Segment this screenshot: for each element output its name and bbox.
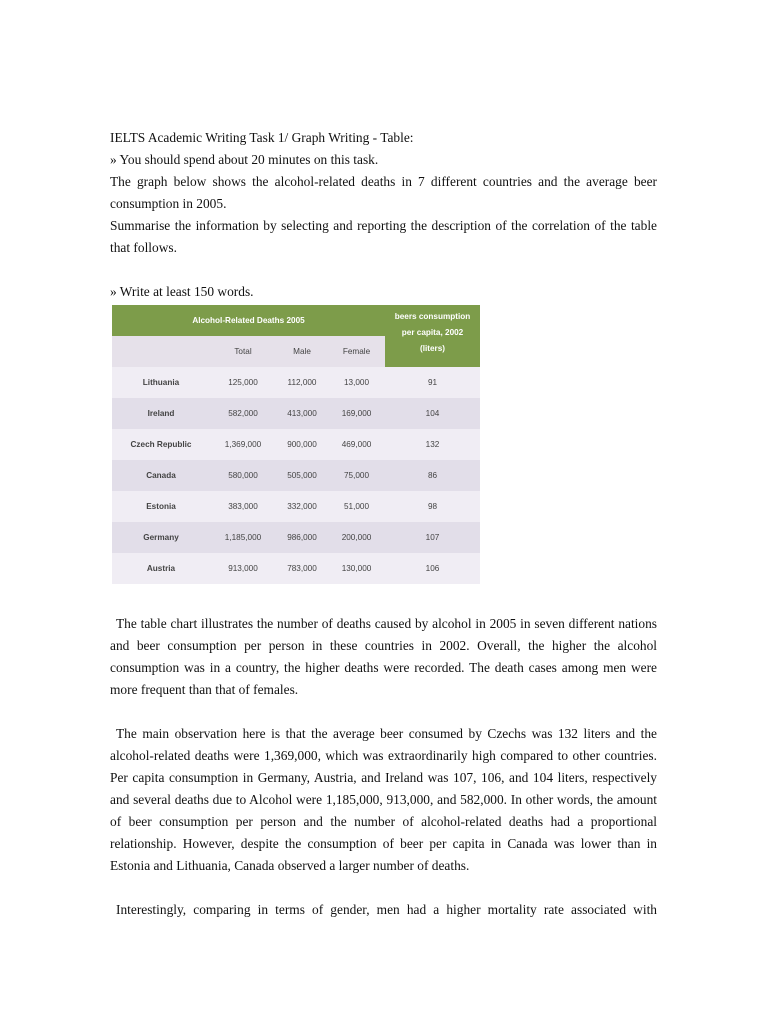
total-cell: 125,000 — [210, 367, 276, 398]
word-count-instruction: » Write at least 150 words. — [110, 284, 254, 299]
beer-cell: 98 — [385, 491, 480, 522]
beer-cell: 86 — [385, 460, 480, 491]
table-row — [112, 460, 480, 491]
total-cell: 1,369,000 — [210, 429, 276, 460]
document-body — [110, 127, 657, 921]
column-header-female: Female — [328, 336, 385, 367]
table-row — [112, 429, 480, 460]
male-cell: 332,000 — [276, 491, 328, 522]
total-cell: 580,000 — [210, 460, 276, 491]
beer-header-line: beers consumption — [394, 312, 471, 321]
country-cell: Canada — [112, 460, 210, 491]
task-title: IELTS Academic Writing Task 1/ Graph Writing - Table: — [110, 130, 414, 145]
table-group-header: Alcohol-Related Deaths 2005 — [112, 305, 385, 336]
beer-column-header — [385, 305, 480, 367]
empty-header-cell — [112, 336, 210, 367]
female-cell: 200,000 — [328, 522, 385, 553]
male-cell: 413,000 — [276, 398, 328, 429]
female-cell: 169,000 — [328, 398, 385, 429]
beer-header-line: per capita, 2002 — [401, 328, 464, 337]
column-header-male: Male — [276, 336, 328, 367]
male-cell: 112,000 — [276, 367, 328, 398]
paragraph: The main observation here is that the average beer consumed by Czechs was 132 liters and the alcohol-related deaths were 1,369,000, which was extraordinarily high compared to other countries. Per capita consumption in Germany, Austria, and Ireland was 107, 106, and 104 liters, respectively and several deaths due to Alcohol were 1,185,000, 913,000, and 582,000. In other words, the amount of beer consumption per person and the number of alcohol-related deaths had a proportional relationship. However, despite the consumption of beer per capita in Canada was lower than in Estonia and Lithuania, Canada observed a larger number of deaths. — [110, 726, 657, 873]
task-summary-instruction: Summarise the information by selecting and reporting the description of the correlation of the table that follows. — [110, 218, 657, 255]
male-cell: 505,000 — [276, 460, 328, 491]
spacer — [110, 259, 657, 281]
table-row — [112, 553, 480, 584]
country-cell: Ireland — [112, 398, 210, 429]
total-cell: 582,000 — [210, 398, 276, 429]
total-cell: 913,000 — [210, 553, 276, 584]
beer-header-line: (liters) — [420, 344, 446, 353]
female-cell: 75,000 — [328, 460, 385, 491]
country-cell: Estonia — [112, 491, 210, 522]
table-row — [112, 398, 480, 429]
total-cell: 383,000 — [210, 491, 276, 522]
country-cell: Austria — [112, 553, 210, 584]
spacer — [110, 701, 657, 723]
female-cell: 469,000 — [328, 429, 385, 460]
beer-cell: 132 — [385, 429, 480, 460]
country-cell: Czech Republic — [112, 429, 210, 460]
female-cell: 130,000 — [328, 553, 385, 584]
beer-cell: 104 — [385, 398, 480, 429]
female-cell: 51,000 — [328, 491, 385, 522]
paragraph: The table chart illustrates the number of deaths caused by alcohol in 2005 in seven different nations and beer consumption per person in these countries in 2002. Overall, the higher the alcohol consumption was in a country, the higher deaths were recorded. The death cases among men were more frequent than that of females. — [110, 616, 657, 697]
male-cell: 986,000 — [276, 522, 328, 553]
task-description: The graph below shows the alcohol-related deaths in 7 different countries and the average beer consumption in 2005. — [110, 174, 657, 211]
beer-cell: 106 — [385, 553, 480, 584]
beer-cell: 107 — [385, 522, 480, 553]
male-cell: 900,000 — [276, 429, 328, 460]
total-cell: 1,185,000 — [210, 522, 276, 553]
deaths-table-figure — [112, 305, 480, 584]
column-header-total: Total — [210, 336, 276, 367]
country-cell: Lithuania — [112, 367, 210, 398]
table-row — [112, 367, 480, 398]
time-instruction: » You should spend about 20 minutes on this task. — [110, 152, 379, 167]
male-cell: 783,000 — [276, 553, 328, 584]
table-row — [112, 522, 480, 553]
female-cell: 13,000 — [328, 367, 385, 398]
deaths-table — [112, 305, 480, 584]
table-row — [112, 491, 480, 522]
spacer — [110, 877, 657, 899]
spacer — [110, 584, 657, 613]
beer-cell: 91 — [385, 367, 480, 398]
paragraph: Interestingly, comparing in terms of gender, men had a higher mortality rate associated with — [116, 902, 657, 917]
country-cell: Germany — [112, 522, 210, 553]
